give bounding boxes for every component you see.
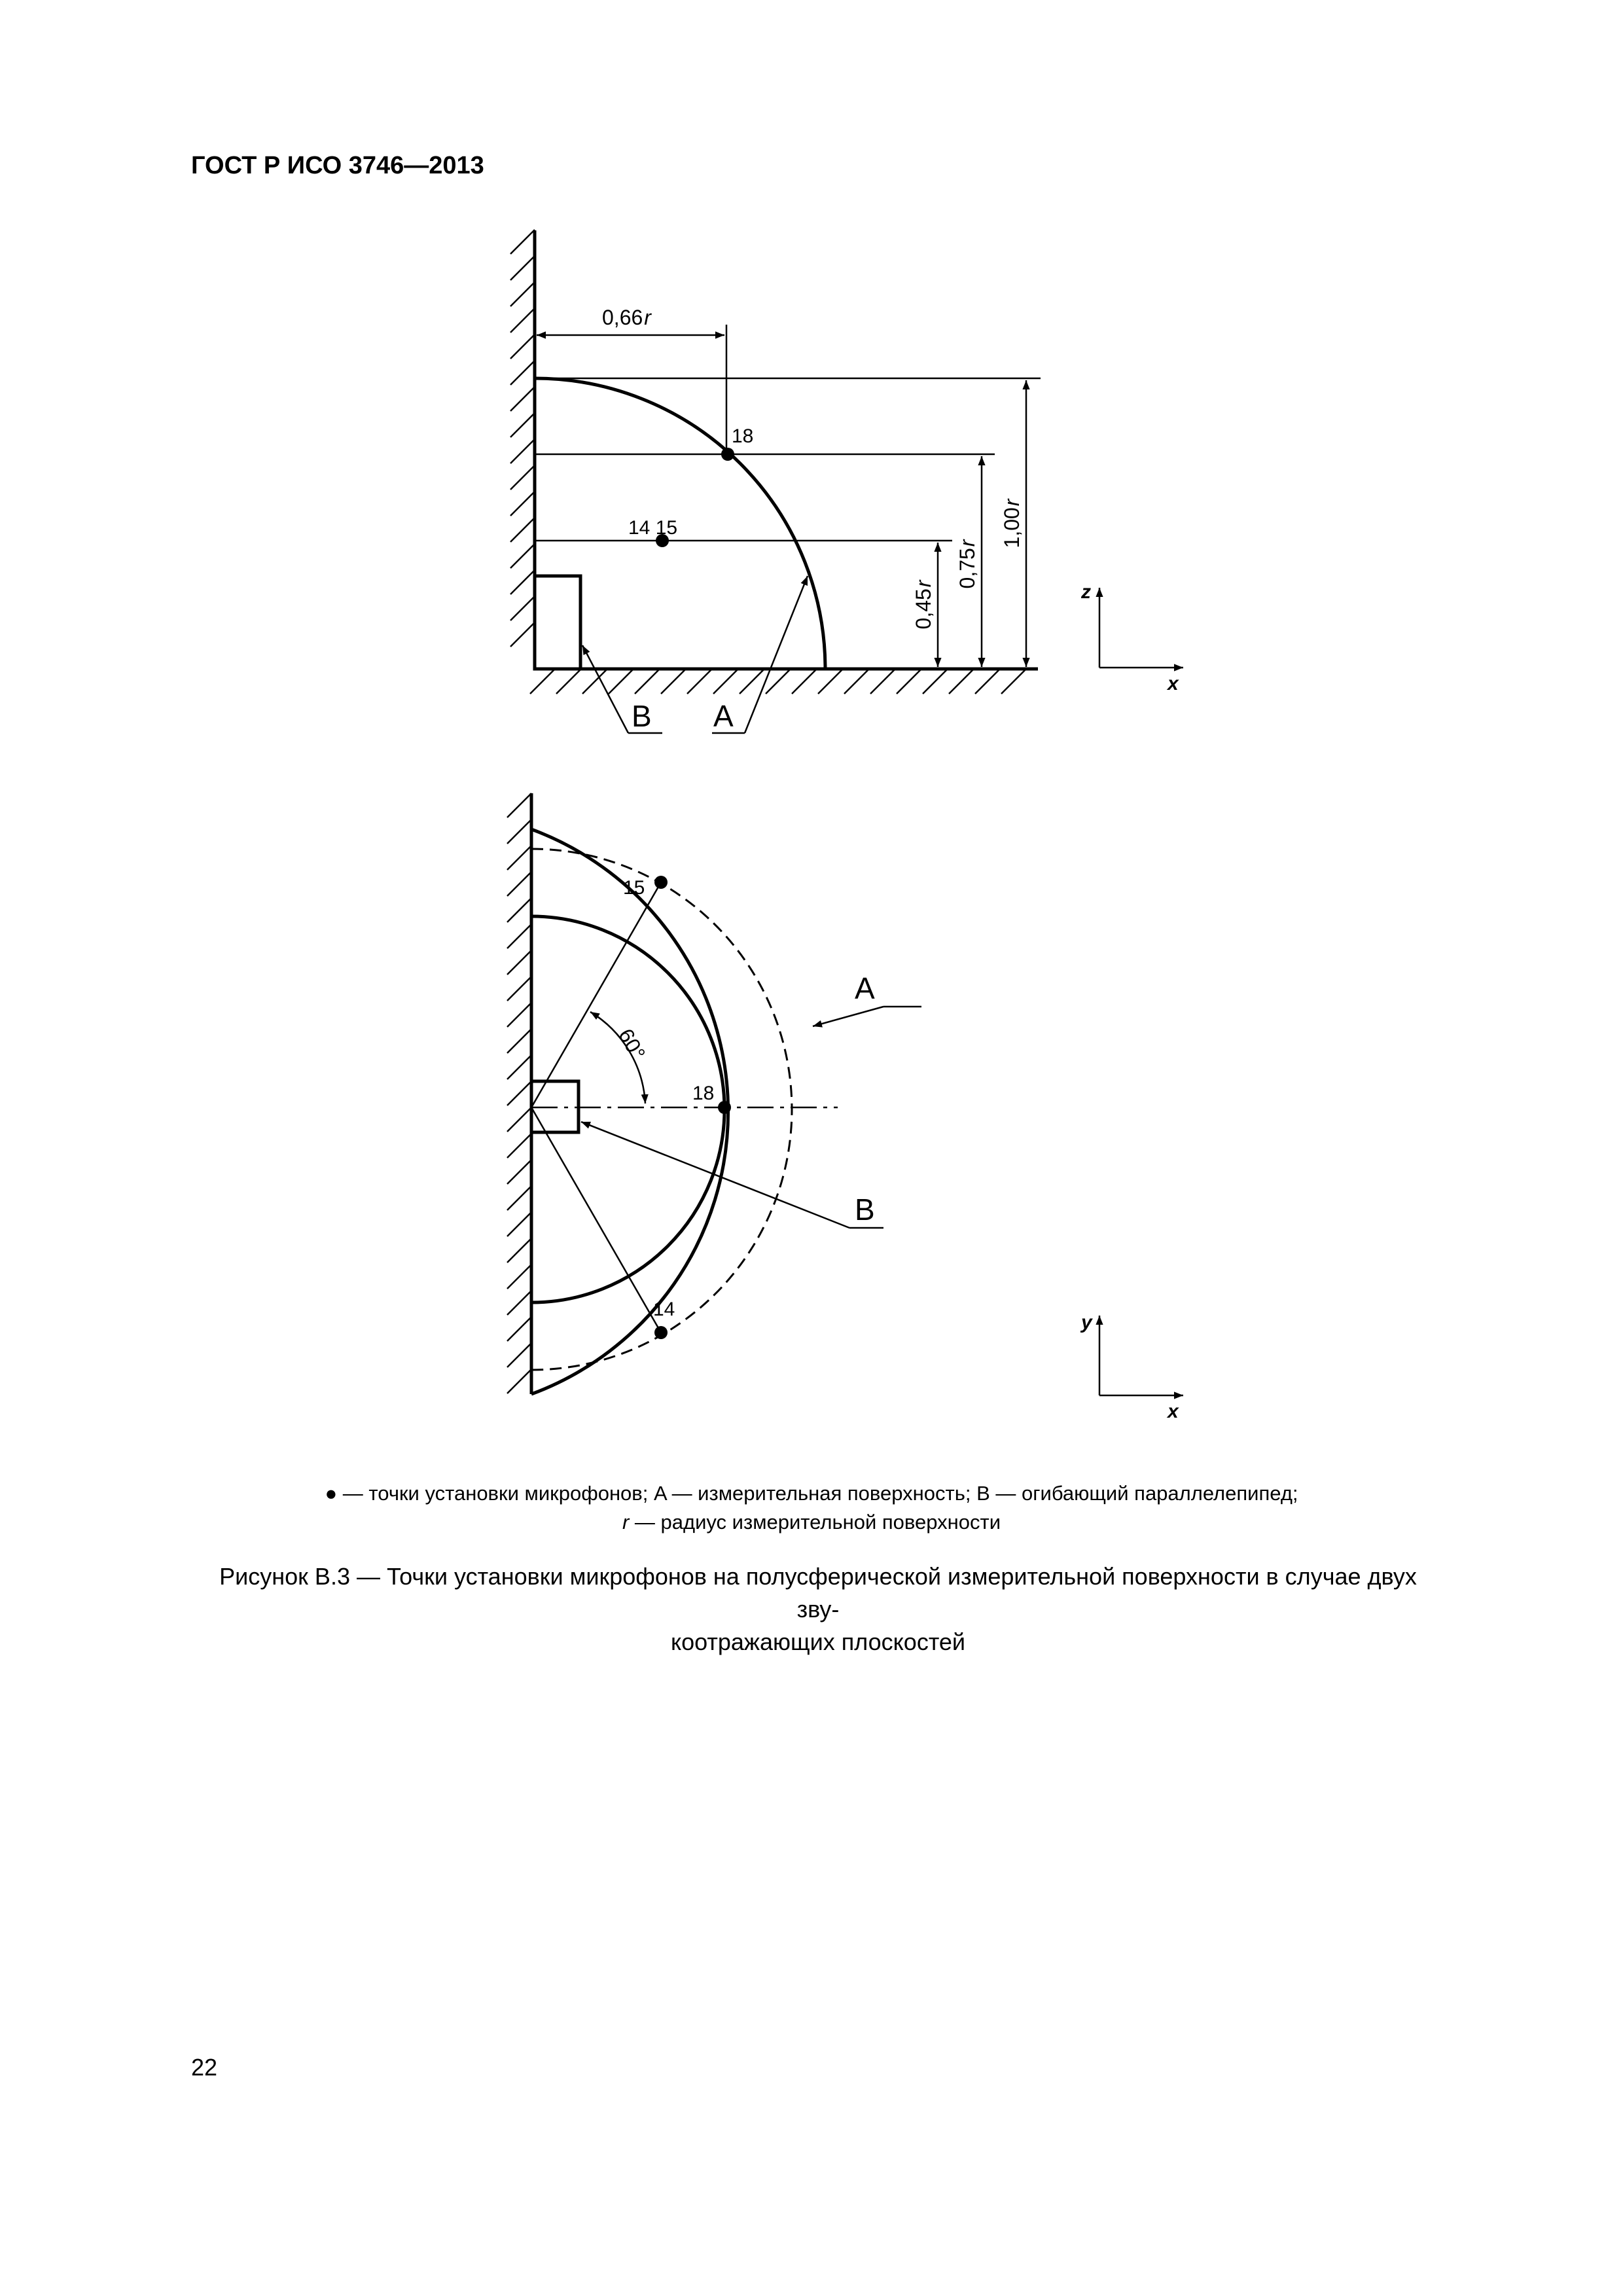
top-mic-point-14 [654, 1326, 668, 1339]
top-point-14-label: 14 [653, 1299, 675, 1320]
page-number: 22 [191, 2054, 218, 2081]
legend-line-1: ● — точки установки микрофонов; A — измерительная поверхность; B — огибающий параллелепипед; [325, 1482, 1298, 1505]
side-floor-hatching [530, 669, 1026, 694]
legend-radius-symbol: r [622, 1511, 630, 1534]
top-point-15-label: 15 [623, 877, 645, 899]
top-leader-A [813, 1007, 883, 1026]
top-axis-y-label: y [1081, 1312, 1092, 1333]
side-mic-point-18 [721, 448, 734, 461]
side-dim-045-label: 0,45r [912, 580, 935, 630]
top-wall-hatching [507, 793, 531, 1393]
side-enveloping-box [535, 576, 580, 669]
top-radial-line-14 [531, 1107, 661, 1333]
side-leader-A [745, 576, 808, 733]
side-dim-100-label: 1,00r [1000, 499, 1024, 548]
top-dashed-arc [531, 849, 792, 1370]
side-label-B: B [632, 699, 652, 733]
side-wall-hatching [510, 230, 535, 647]
top-view-labels [614, 877, 1179, 1422]
side-point-18-label: 18 [732, 425, 754, 447]
top-angle-label: 60° [613, 1024, 651, 1064]
caption-line-1: Рисунок B.3 — Точки установки микрофонов на полусферической измерительной поверхности в случае двух зву- [219, 1563, 1417, 1623]
caption-line-2: коотражающих плоскостей [670, 1628, 966, 1655]
side-leader-B [582, 645, 628, 733]
top-mic-point-18 [718, 1101, 731, 1114]
top-leader-B [581, 1122, 849, 1228]
top-point-18-label: 18 [692, 1083, 715, 1104]
document-header: ГОСТ Р ИСО 3746—2013 [191, 152, 484, 179]
side-dim-075-label: 0,75r [955, 539, 979, 589]
top-label-A: A [855, 971, 875, 1005]
legend-line-2 [0, 1508, 1623, 1537]
side-axis-x-label: x [1168, 673, 1179, 694]
side-measurement-surface-arc [535, 378, 825, 669]
top-mic-point-15 [654, 876, 668, 889]
figure-caption [196, 1560, 1440, 1659]
figure-legend [0, 1479, 1623, 1537]
side-label-A: A [713, 699, 734, 733]
top-label-B: B [855, 1193, 875, 1227]
side-point-14-15-label: 14 15 [628, 517, 678, 539]
top-axis-x-label: x [1168, 1401, 1179, 1422]
side-dim-066-label: 0,66r [602, 306, 651, 329]
top-outer-measurement-arc [531, 829, 728, 1394]
top-view [507, 793, 1183, 1395]
legend-radius-text: — радиус измерительной поверхности [629, 1511, 1001, 1534]
side-axis-z-label: z [1081, 581, 1091, 603]
